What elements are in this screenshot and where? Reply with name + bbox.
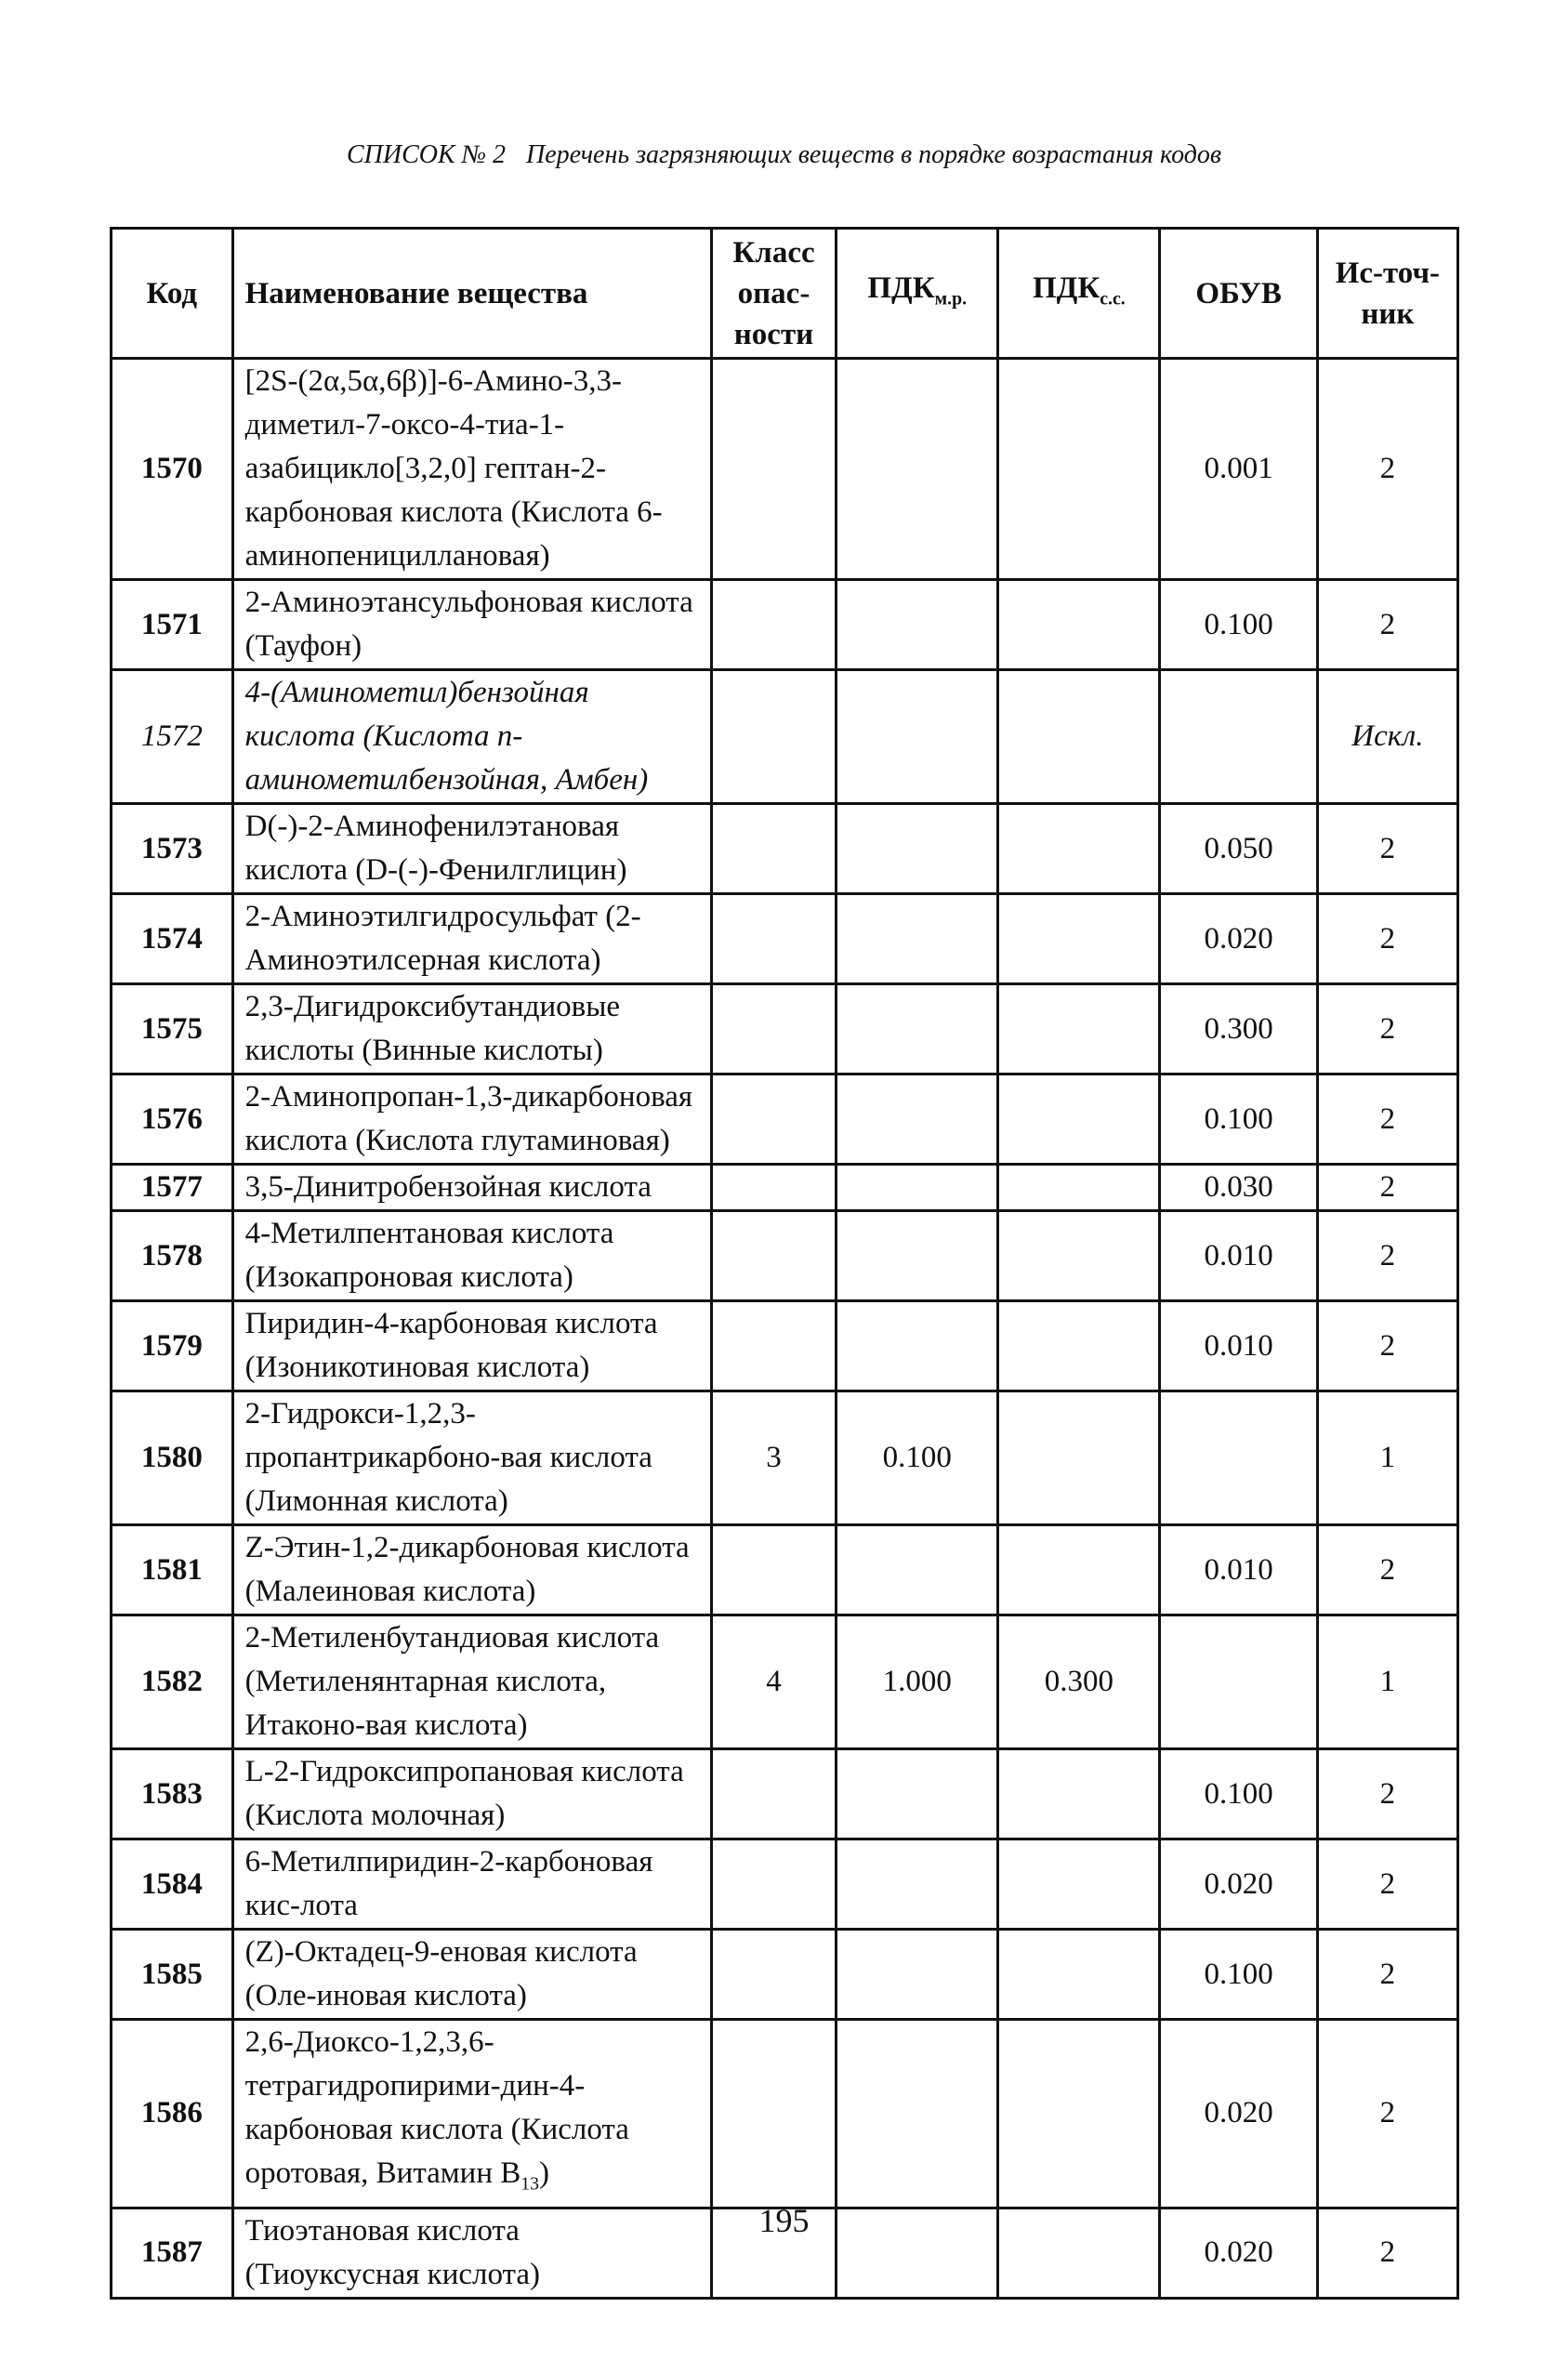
cell-pdk-ss bbox=[998, 1165, 1160, 1211]
cell-pdk-mr bbox=[837, 580, 998, 670]
cell-source: 1 bbox=[1317, 1615, 1457, 1749]
cell-obuv: 0.100 bbox=[1160, 1075, 1317, 1165]
table-row bbox=[112, 1615, 1458, 1749]
list-label: СПИСОК № 2 bbox=[346, 140, 506, 169]
cell-name: D(-)-2-Аминофенилэтановая кислота (D-(-)-Фенилглицин) bbox=[232, 804, 711, 894]
table-row bbox=[112, 1211, 1458, 1301]
cell-code: 1587 bbox=[112, 2208, 233, 2298]
cell-source: 2 bbox=[1317, 1075, 1457, 1165]
cell-pdk-mr bbox=[837, 1839, 998, 1930]
cell-obuv bbox=[1160, 670, 1317, 804]
cell-name: 2-Аминоэтансульфоновая кислота (Тауфон) bbox=[232, 580, 711, 670]
table-body bbox=[112, 359, 1458, 2299]
cell-source: 2 bbox=[1317, 359, 1457, 580]
cell-pdk-mr bbox=[837, 1930, 998, 2020]
cell-hazard-class bbox=[711, 1839, 836, 1930]
cell-name: 3,5-Динитробензойная кислота bbox=[232, 1165, 711, 1211]
cell-pdk-mr bbox=[837, 984, 998, 1075]
cell-name-subscript: 13 bbox=[520, 2173, 540, 2195]
cell-pdk-ss bbox=[998, 1391, 1160, 1525]
cell-code: 1585 bbox=[112, 1930, 233, 2020]
cell-hazard-class bbox=[711, 2020, 836, 2208]
cell-name-text: 2,6-Диоксо-1,2,3,6-тетрагидропирими-дин-4-карбоновая кислота (Кислота оротовая, Витамин B bbox=[244, 2025, 629, 2190]
cell-obuv: 0.100 bbox=[1160, 1749, 1317, 1839]
cell-code: 1575 bbox=[112, 984, 233, 1075]
table-row bbox=[112, 1165, 1458, 1211]
list-title: Перечень загрязняющих веществ в порядке возрастания кодов bbox=[525, 140, 1222, 169]
cell-source: 2 bbox=[1317, 894, 1457, 984]
table-row bbox=[112, 1749, 1458, 1839]
cell-pdk-mr bbox=[837, 1749, 998, 1839]
cell-obuv: 0.010 bbox=[1160, 1525, 1317, 1615]
cell-code: 1576 bbox=[112, 1075, 233, 1165]
cell-source: 2 bbox=[1317, 1165, 1457, 1211]
cell-pdk-ss bbox=[998, 894, 1160, 984]
cell-name: Тиоэтановая кислота (Тиоуксусная кислота) bbox=[232, 2208, 711, 2298]
cell-code: 1577 bbox=[112, 1165, 233, 1211]
cell-hazard-class bbox=[711, 1075, 836, 1165]
page-number: 195 bbox=[758, 2202, 810, 2239]
cell-code: 1582 bbox=[112, 1615, 233, 1749]
cell-pdk-ss bbox=[998, 580, 1160, 670]
cell-source: 2 bbox=[1317, 984, 1457, 1075]
cell-pdk-ss bbox=[998, 670, 1160, 804]
cell-pdk-ss: 0.300 bbox=[998, 1615, 1160, 1749]
cell-obuv: 0.010 bbox=[1160, 1211, 1317, 1301]
cell-pdk-ss bbox=[998, 1075, 1160, 1165]
cell-name-tail: ) bbox=[539, 2156, 550, 2190]
col-header-name: Наименование вещества bbox=[232, 229, 711, 359]
table-row bbox=[112, 1391, 1458, 1525]
cell-source: 2 bbox=[1317, 1839, 1457, 1930]
cell-code: 1586 bbox=[112, 2020, 233, 2208]
cell-name: Пиридин-4-карбоновая кислота (Изоникотиновая кислота) bbox=[232, 1301, 711, 1391]
table-row bbox=[112, 894, 1458, 984]
cell-hazard-class bbox=[711, 359, 836, 580]
cell-hazard-class bbox=[711, 670, 836, 804]
cell-pdk-mr bbox=[837, 670, 998, 804]
cell-pdk-mr bbox=[837, 1301, 998, 1391]
cell-name: 2,3-Дигидроксибутандиовые кислоты (Винные кислоты) bbox=[232, 984, 711, 1075]
cell-obuv bbox=[1160, 1615, 1317, 1749]
col-header-code: Код bbox=[112, 229, 233, 359]
cell-name: 2-Аминопропан-1,3-дикарбоновая кислота (Кислота глутаминовая) bbox=[232, 1075, 711, 1165]
table-row bbox=[112, 1525, 1458, 1615]
cell-obuv: 0.100 bbox=[1160, 1930, 1317, 2020]
col-header-pdk-mr bbox=[837, 229, 998, 359]
cell-obuv: 0.020 bbox=[1160, 1839, 1317, 1930]
page-header bbox=[0, 139, 1568, 171]
substances-table bbox=[110, 227, 1459, 2300]
cell-source: 2 bbox=[1317, 1211, 1457, 1301]
cell-pdk-mr bbox=[837, 1075, 998, 1165]
cell-pdk-mr: 1.000 bbox=[837, 1615, 998, 1749]
col-header-pdk-ss bbox=[998, 229, 1160, 359]
cell-code: 1584 bbox=[112, 1839, 233, 1930]
cell-source: 2 bbox=[1317, 1525, 1457, 1615]
cell-pdk-mr bbox=[837, 1525, 998, 1615]
cell-pdk-mr bbox=[837, 2020, 998, 2208]
cell-source: 2 bbox=[1317, 1930, 1457, 2020]
cell-source: 2 bbox=[1317, 804, 1457, 894]
table-row bbox=[112, 984, 1458, 1075]
table-row bbox=[112, 1930, 1458, 2020]
cell-pdk-mr bbox=[837, 359, 998, 580]
col-header-hazard-class: Класс опас-ности bbox=[711, 229, 836, 359]
cell-obuv: 0.020 bbox=[1160, 894, 1317, 984]
cell-obuv: 0.020 bbox=[1160, 2020, 1317, 2208]
cell-name: 2-Аминоэтилгидросульфат (2-Аминоэтилсерная кислота) bbox=[232, 894, 711, 984]
cell-hazard-class: 4 bbox=[711, 1615, 836, 1749]
col-header-obuv: ОБУВ bbox=[1160, 229, 1317, 359]
cell-name: Z-Этин-1,2-дикарбоновая кислота (Малеиновая кислота) bbox=[232, 1525, 711, 1615]
cell-code: 1578 bbox=[112, 1211, 233, 1301]
cell-hazard-class bbox=[711, 984, 836, 1075]
cell-obuv: 0.020 bbox=[1160, 2208, 1317, 2298]
cell-name: 4-(Аминометил)бензойная кислота (Кислота п-аминометилбензойная, Амбен) bbox=[232, 670, 711, 804]
pdk-ss-label: ПДК bbox=[1032, 270, 1100, 305]
cell-name: 2-Гидрокси-1,2,3-пропантрикарбоно-вая кислота (Лимонная кислота) bbox=[232, 1391, 711, 1525]
cell-pdk-mr bbox=[837, 1165, 998, 1211]
cell-hazard-class bbox=[711, 1165, 836, 1211]
cell-hazard-class bbox=[711, 1930, 836, 2020]
cell-name: 6-Метилпиридин-2-карбоновая кис-лота bbox=[232, 1839, 711, 1930]
cell-source: 2 bbox=[1317, 1301, 1457, 1391]
cell-obuv: 0.001 bbox=[1160, 359, 1317, 580]
cell-hazard-class: 3 bbox=[711, 1391, 836, 1525]
cell-obuv: 0.050 bbox=[1160, 804, 1317, 894]
cell-obuv: 0.030 bbox=[1160, 1165, 1317, 1211]
table-row bbox=[112, 1075, 1458, 1165]
cell-pdk-ss bbox=[998, 2020, 1160, 2208]
cell-code: 1581 bbox=[112, 1525, 233, 1615]
cell-pdk-ss bbox=[998, 1930, 1160, 2020]
cell-name: (Z)-Октадец-9-еновая кислота (Оле-иновая кислота) bbox=[232, 1930, 711, 2020]
cell-source: Искл. bbox=[1317, 670, 1457, 804]
cell-code: 1580 bbox=[112, 1391, 233, 1525]
cell-pdk-ss bbox=[998, 1749, 1160, 1839]
cell-pdk-ss bbox=[998, 1211, 1160, 1301]
cell-pdk-ss bbox=[998, 1839, 1160, 1930]
cell-code: 1572 bbox=[112, 670, 233, 804]
cell-code: 1579 bbox=[112, 1301, 233, 1391]
table-row bbox=[112, 1301, 1458, 1391]
cell-hazard-class bbox=[711, 580, 836, 670]
cell-hazard-class bbox=[711, 1525, 836, 1615]
cell-source: 2 bbox=[1317, 1749, 1457, 1839]
cell-obuv bbox=[1160, 1391, 1317, 1525]
cell-name: 4-Метилпентановая кислота (Изокапроновая кислота) bbox=[232, 1211, 711, 1301]
cell-pdk-ss bbox=[998, 984, 1160, 1075]
cell-source: 2 bbox=[1317, 2020, 1457, 2208]
table-row bbox=[112, 804, 1458, 894]
cell-pdk-mr bbox=[837, 1211, 998, 1301]
cell-obuv: 0.100 bbox=[1160, 580, 1317, 670]
cell-name: 2-Метиленбутандиовая кислота (Метиленянтарная кислота, Итаконо-вая кислота) bbox=[232, 1615, 711, 1749]
cell-code: 1571 bbox=[112, 580, 233, 670]
table-row bbox=[112, 359, 1458, 580]
cell-pdk-ss bbox=[998, 804, 1160, 894]
cell-pdk-mr bbox=[837, 804, 998, 894]
cell-code: 1583 bbox=[112, 1749, 233, 1839]
cell-pdk-ss bbox=[998, 1525, 1160, 1615]
cell-hazard-class bbox=[711, 1749, 836, 1839]
cell-hazard-class bbox=[711, 1301, 836, 1391]
table-header-row bbox=[112, 229, 1458, 359]
pdk-ss-subscript: с.с. bbox=[1100, 288, 1126, 310]
cell-obuv: 0.010 bbox=[1160, 1301, 1317, 1391]
table-row bbox=[112, 580, 1458, 670]
cell-pdk-ss bbox=[998, 1301, 1160, 1391]
cell-hazard-class bbox=[711, 894, 836, 984]
cell-source: 2 bbox=[1317, 580, 1457, 670]
table-row bbox=[112, 2020, 1458, 2208]
table-row bbox=[112, 1839, 1458, 1930]
col-header-source: Ис-точ-ник bbox=[1317, 229, 1457, 359]
cell-hazard-class bbox=[711, 1211, 836, 1301]
cell-code: 1573 bbox=[112, 804, 233, 894]
cell-pdk-mr: 0.100 bbox=[837, 1391, 998, 1525]
cell-code: 1574 bbox=[112, 894, 233, 984]
cell-pdk-ss bbox=[998, 359, 1160, 580]
pdk-mr-subscript: м.р. bbox=[934, 288, 968, 310]
cell-source: 1 bbox=[1317, 1391, 1457, 1525]
pdk-mr-label: ПДК bbox=[867, 270, 935, 305]
cell-source: 2 bbox=[1317, 2208, 1457, 2298]
cell-code: 1570 bbox=[112, 359, 233, 580]
table-row bbox=[112, 670, 1458, 804]
cell-pdk-mr bbox=[837, 894, 998, 984]
cell-name: L-2-Гидроксипропановая кислота (Кислота молочная) bbox=[232, 1749, 711, 1839]
cell-name bbox=[232, 2020, 711, 2208]
cell-obuv: 0.300 bbox=[1160, 984, 1317, 1075]
cell-hazard-class bbox=[711, 804, 836, 894]
cell-name: [2S-(2α,5α,6β)]-6-Амино-3,3-диметил-7-оксо-4-тиа-1-азабицикло[3,2,0] гептан-2-карбоновая кислота (Кислота 6-аминопенициллановая) bbox=[232, 359, 711, 580]
